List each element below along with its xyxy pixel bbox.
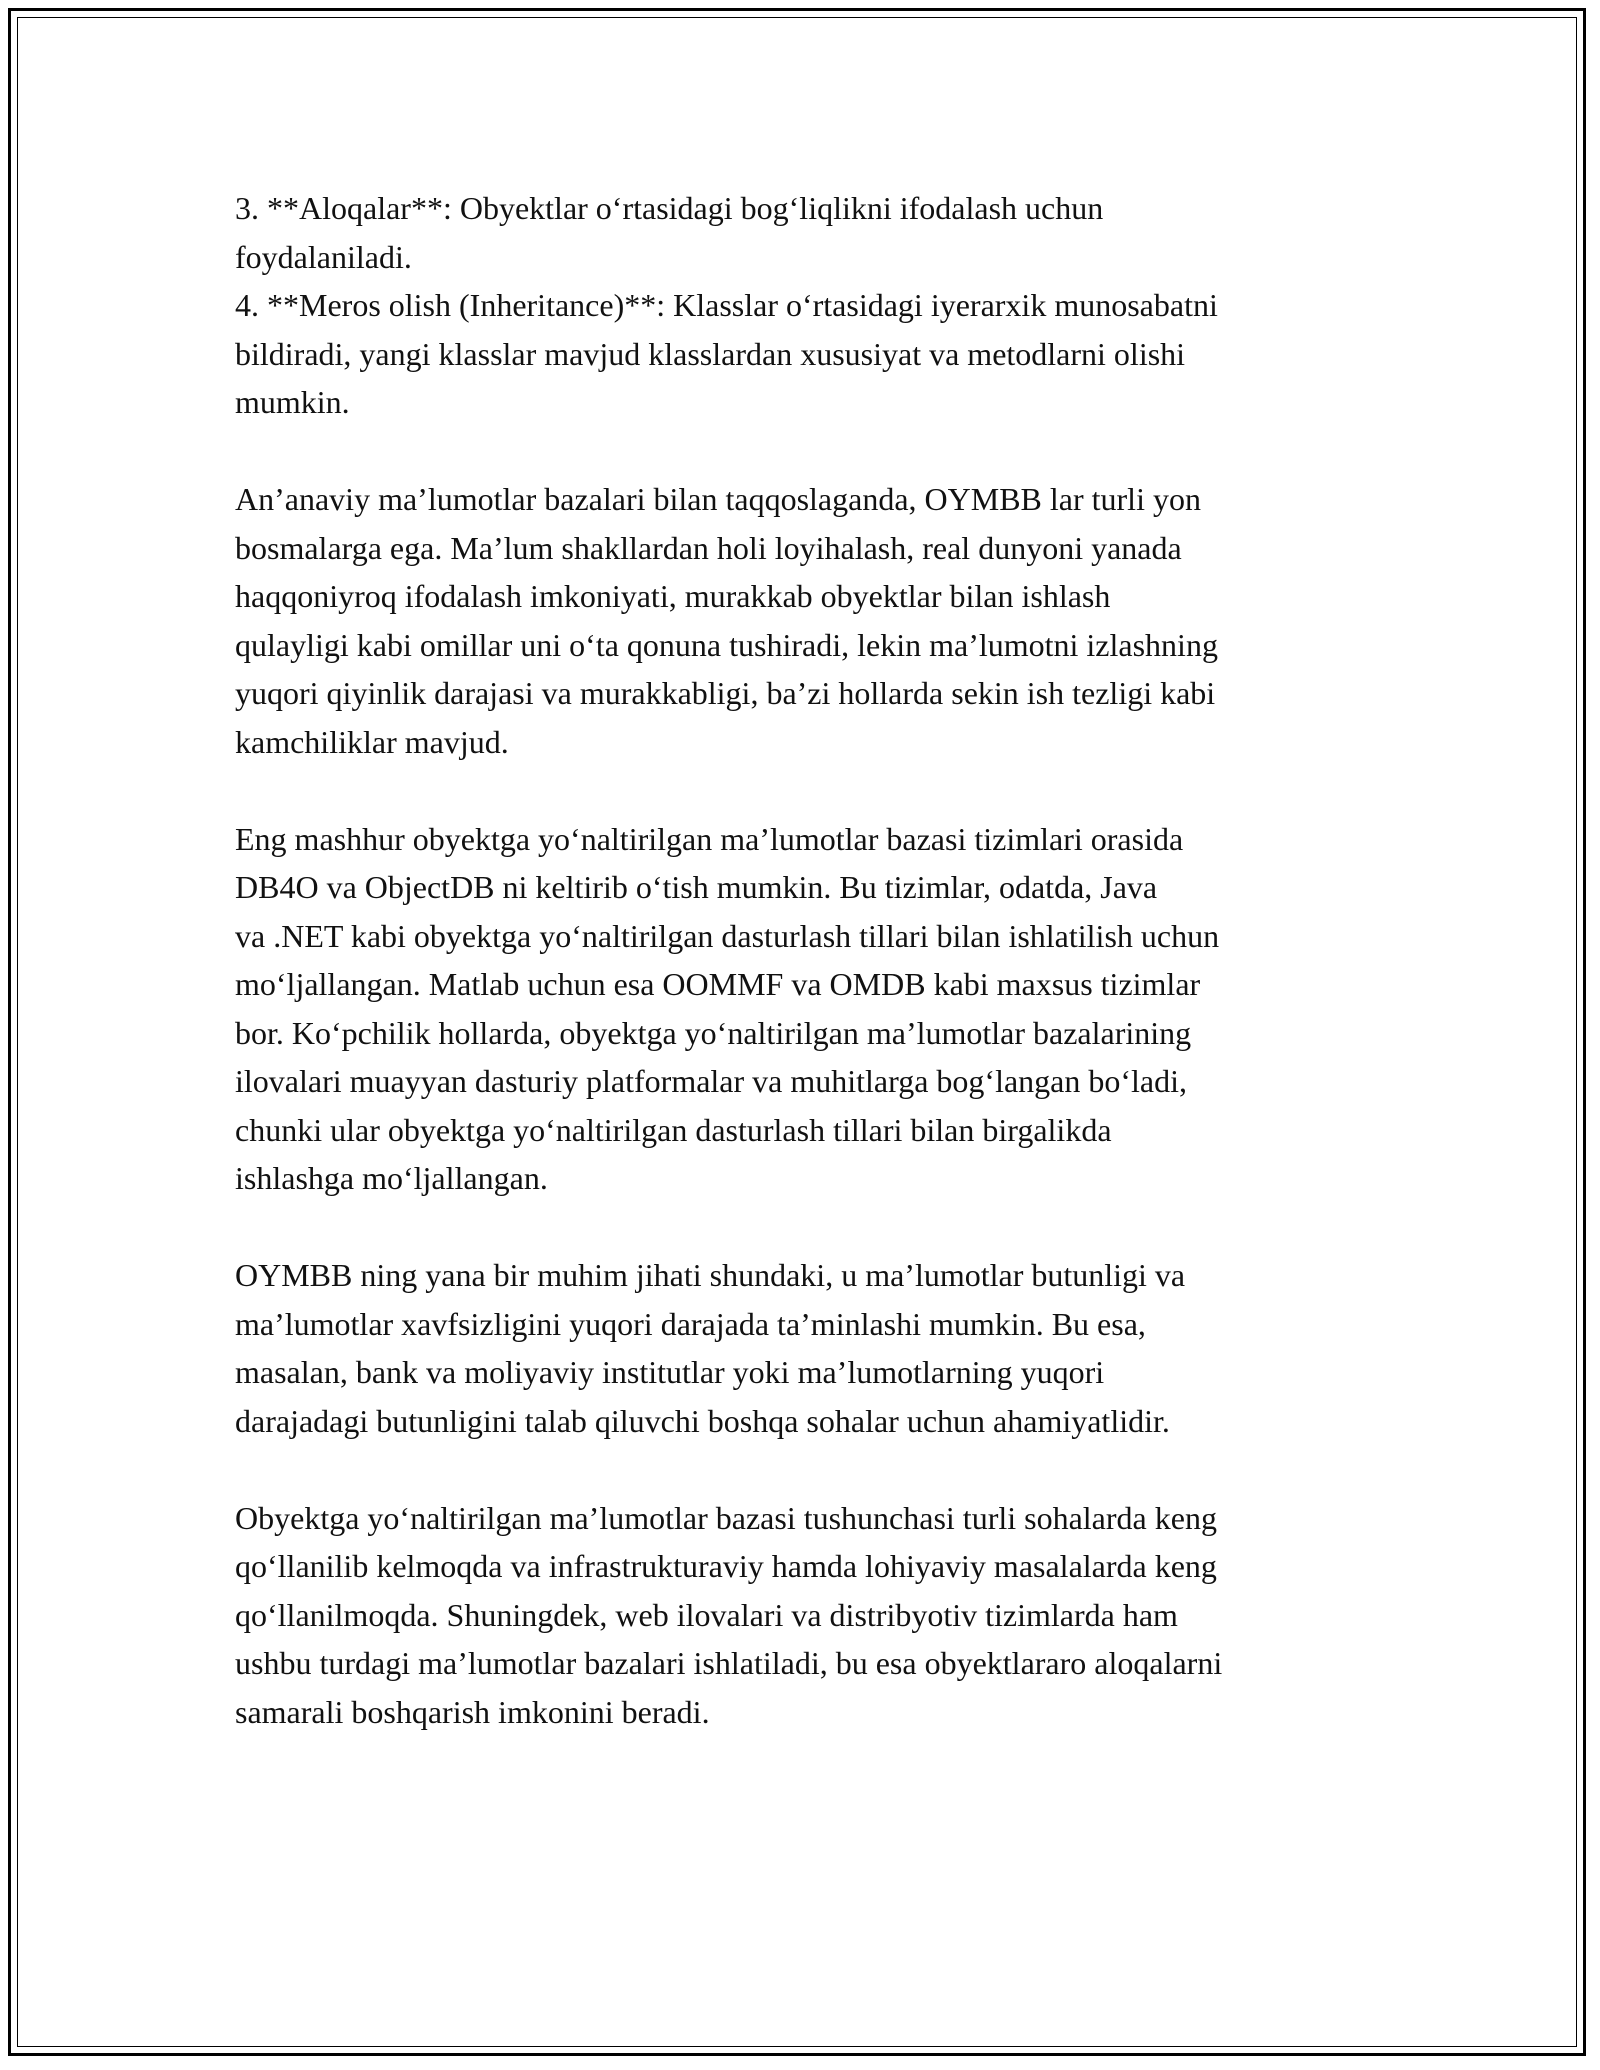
paragraph-comparison — [235, 475, 1375, 766]
paragraph-popular-systems — [235, 815, 1375, 1203]
document-body — [235, 184, 1375, 1785]
text-line: darajadagi butunligini talab qiluvchi boshqa sohalar uchun ahamiyatlidir. — [235, 1402, 1170, 1439]
text-line: ilovalari muayyan dasturiy platformalar va muhitlarga bog‘langan bo‘ladi, — [235, 1063, 1187, 1099]
text-line: 4. **Meros olish (Inheritance)**: Klasslar o‘rtasidagi iyerarxik munosabatni — [235, 287, 1218, 323]
text-line: mumkin. — [235, 384, 350, 420]
text-line: samarali boshqarish imkonini beradi. — [235, 1693, 710, 1730]
paragraph-integrity — [235, 1251, 1375, 1445]
text-line: bosmalarga ega. Ma’lum shakllardan holi loyihalash, real dunyoni yanada — [235, 529, 1182, 566]
text-line: va .NET kabi obyektga yo‘naltirilgan dasturlash tillari bilan ishlatilish uchun — [235, 917, 1220, 954]
text-line: OYMBB ning yana bir muhim jihati shundaki, u ma’lumotlar butunligi va — [235, 1257, 1186, 1293]
text-line: qo‘llanilmoqda. Shuningdek, web ilovalari va distribyotiv tizimlarda ham — [235, 1596, 1178, 1633]
text-line: 3. **Aloqalar**: Obyektlar o‘rtasidagi bog‘liqlikni ifodalash uchun — [235, 190, 1104, 226]
text-line: masalan, bank va moliyaviy institutlar yoki ma’lumotlarning yuqori — [235, 1354, 1105, 1390]
text-line: haqqoniyroq ifodalash imkoniyati, murakkab obyektlar bilan ishlash — [235, 578, 1111, 614]
text-line: ma’lumotlar xavfsizligini yuqori darajada ta’minlashi mumkin. Bu esa, — [235, 1305, 1146, 1342]
paragraph-applications — [235, 1494, 1375, 1737]
text-line: qo‘llanilib kelmoqda va infrastrukturaviy hamda lohiyaviy masalalarda keng — [235, 1548, 1217, 1584]
text-line: bildiradi, yangi klasslar mavjud klasslardan xususiyat va metodlarni olishi — [235, 335, 1186, 372]
text-line: An’anaviy ma’lumotlar bazalari bilan taqqoslaganda, OYMBB lar turli yon — [235, 481, 1201, 517]
text-line: DB4O va ObjectDB ni keltirib o‘tish mumkin. Bu tizimlar, odatda, Java — [235, 869, 1158, 905]
text-line: qulayligi kabi omillar uni o‘ta qonuna tushiradi, lekin ma’lumotni izlashning — [235, 626, 1218, 663]
text-line: ishlashga mo‘ljallangan. — [235, 1160, 548, 1196]
text-line: ushbu turdagi ma’lumotlar bazalari ishlatiladi, bu esa obyektlararo aloqalarni — [235, 1645, 1223, 1681]
text-line: Eng mashhur obyektga yo‘naltirilgan ma’lumotlar bazasi tizimlari orasida — [235, 820, 1184, 857]
text-line: kamchiliklar mavjud. — [235, 723, 509, 760]
text-line: mo‘ljallangan. Matlab uchun esa OOMMF va OMDB kabi maxsus tizimlar — [235, 966, 1201, 1002]
text-line: chunki ular obyektga yo‘naltirilgan dasturlash tillari bilan birgalikda — [235, 1111, 1112, 1148]
text-line: yuqori qiyinlik darajasi va murakkabligi, ba’zi hollarda sekin ish tezligi kabi — [235, 675, 1216, 711]
text-line: foydalaniladi. — [235, 238, 412, 275]
text-line: Obyektga yo‘naltirilgan ma’lumotlar bazasi tushunchasi turli sohalarda keng — [235, 1499, 1217, 1536]
paragraph-list-items — [235, 184, 1375, 427]
text-line: bor. Ko‘pchilik hollarda, obyektga yo‘naltirilgan ma’lumotlar bazalarining — [235, 1014, 1192, 1051]
